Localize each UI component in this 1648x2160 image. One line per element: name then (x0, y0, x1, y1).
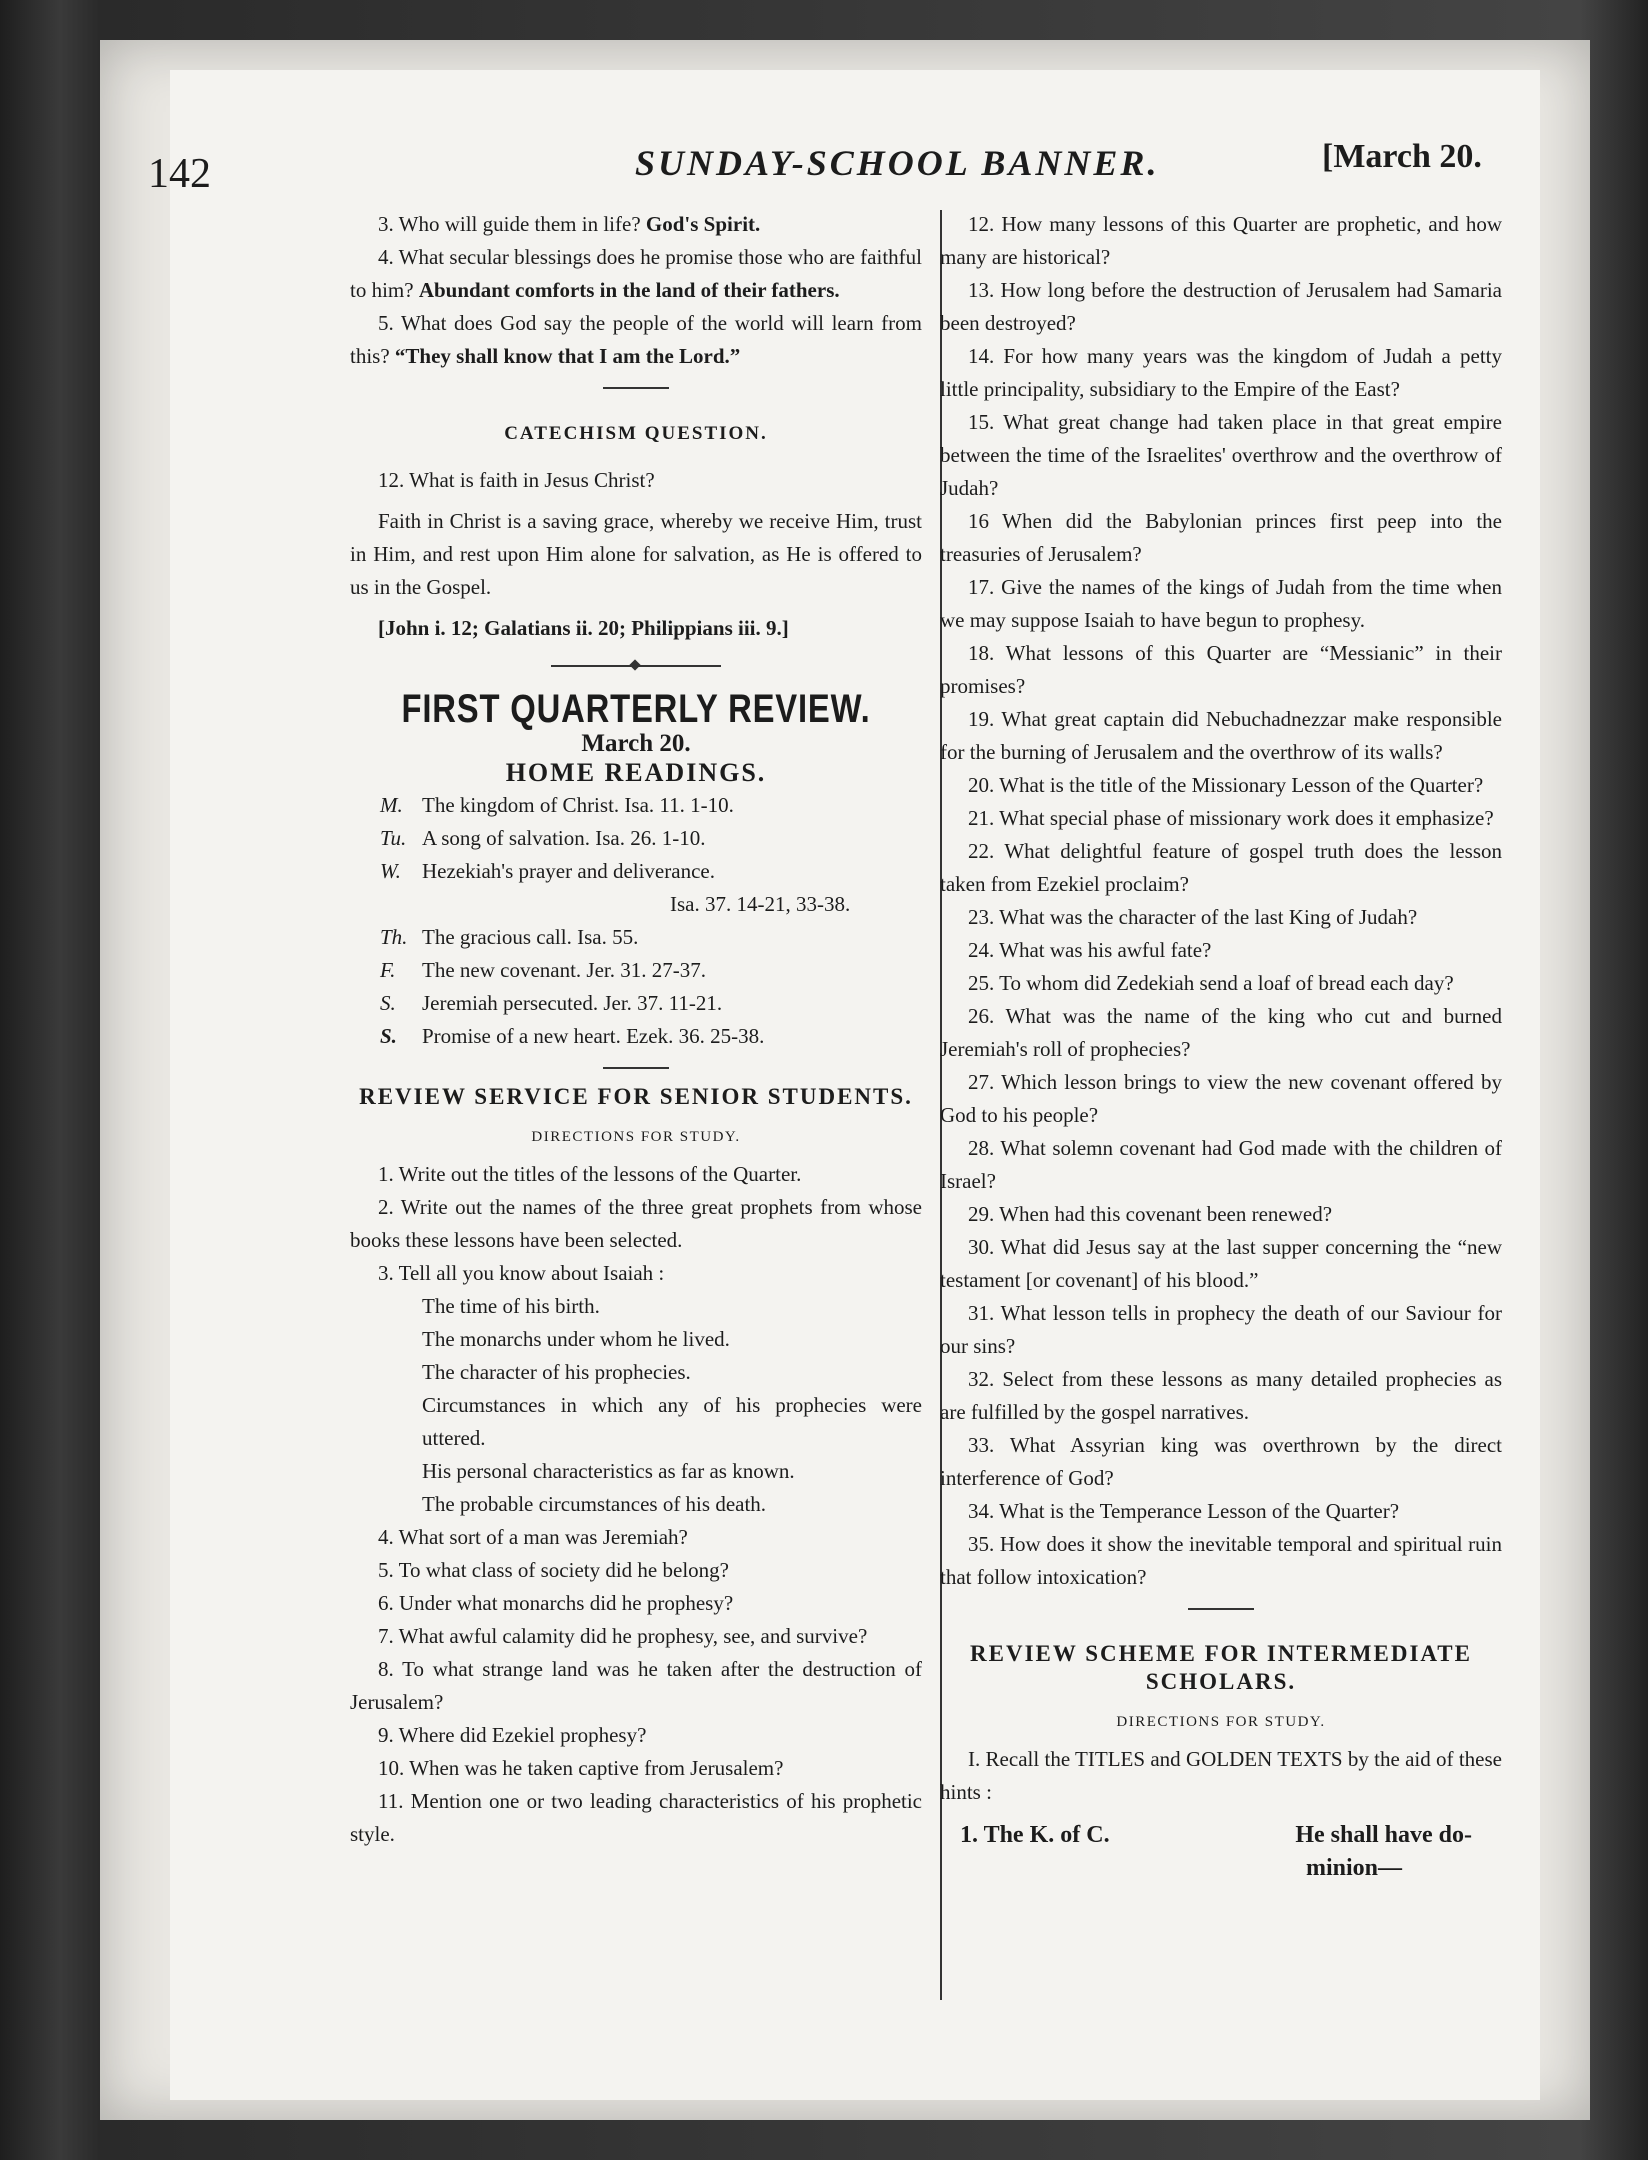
review-date: March 20. (581, 730, 691, 757)
senior-item: 3. Tell all you know about Isaiah : (378, 1261, 665, 1285)
senior-item: 10. When was he taken captive from Jerusalem? (378, 1756, 784, 1780)
senior-item: 27. Which lesson brings to view the new covenant offered by God to his people? (940, 1070, 1502, 1127)
senior-item: 24. What was his awful fate? (968, 938, 1212, 962)
reading-text: Jeremiah persecuted. Jer. 37. 11-21. (422, 991, 723, 1015)
senior-item: 18. What lessons of this Quarter are “Messianic” in their promises? (940, 641, 1502, 698)
senior-item: 1. Write out the titles of the lessons of the Quarter. (378, 1162, 802, 1186)
reading-text: Hezekiah's prayer and deliverance. (422, 859, 715, 883)
reading-day: Tu. (380, 826, 407, 850)
diamond-ornament-icon (629, 659, 640, 670)
question-text: 5. What does God say the people of the world will learn from this? (350, 311, 922, 368)
senior-item: 9. Where did Ezekiel prophesy? (378, 1723, 647, 1747)
senior-item: 25. To whom did Zedekiah send a loaf of bread each day? (968, 971, 1454, 995)
question-text: 4. What secular blessings does he promise those who are faithful to him? (350, 245, 922, 302)
senior-item: 33. What Assyrian king was overthrown by the direct interference of God? (940, 1433, 1502, 1490)
question-item (350, 241, 922, 307)
reading-text: A song of salvation. Isa. 26. 1-10. (422, 826, 706, 850)
reading-text: The kingdom of Christ. Isa. 11. 1-10. (422, 793, 734, 817)
senior-item: 19. What great captain did Nebuchadnezzar make responsible for the burning of Jerusalem and the overthrow of its walls? (940, 707, 1502, 764)
hint-text: He shall have do- (1295, 1822, 1472, 1848)
senior-item: 22. What delightful feature of gospel truth does the lesson taken from Ezekiel proclaim? (940, 839, 1502, 896)
divider (603, 1067, 669, 1069)
reading-item (350, 855, 922, 888)
running-date: [March 20. (1322, 138, 1482, 175)
subitem: The monarchs under whom he lived. (422, 1327, 730, 1351)
catechism-question: 12. What is faith in Jesus Christ? (378, 468, 655, 492)
reading-item (350, 822, 922, 855)
senior-item: 17. Give the names of the kings of Judah from the time when we may suppose Isaiah to have begun to prophesy. (940, 575, 1502, 632)
reading-day: S. (380, 991, 396, 1015)
senior-item: 29. When had this covenant been renewed? (968, 1202, 1333, 1226)
reading-text: Promise of a new heart. Ezek. 36. 25-38. (422, 1024, 765, 1048)
reading-item (350, 921, 922, 954)
senior-item: 11. Mention one or two leading characteristics of his prophetic style. (350, 1789, 922, 1846)
reading-item (350, 789, 922, 822)
reading-item (350, 888, 922, 921)
catechism-answer: Faith in Christ is a saving grace, whereby we receive Him, trust in Him, and rest upon Him alone for salvation, as He is offered to us in the Gospel. (350, 509, 922, 599)
reading-day: S. (380, 1024, 397, 1048)
subitem: The time of his birth. (422, 1294, 600, 1318)
senior-item: 5. To what class of society did he belong? (378, 1558, 729, 1582)
reading-text: Isa. 37. 14-21, 33-38. (670, 892, 851, 916)
left-column (350, 208, 922, 1851)
divider (1188, 1608, 1254, 1610)
reading-item (350, 954, 922, 987)
senior-item: 32. Select from these lessons as many detailed prophecies as are fulfilled by the gospel narratives. (940, 1367, 1502, 1424)
reading-day: M. (380, 793, 403, 817)
intermediate-heading: REVIEW SCHEME FOR INTERMEDIATE SCHOLARS. (970, 1641, 1472, 1694)
subitem: Circumstances in which any of his prophecies were uttered. (422, 1393, 922, 1450)
senior-item: 28. What solemn covenant had God made with the children of Israel? (940, 1136, 1502, 1193)
senior-item: 31. What lesson tells in prophecy the death of our Saviour for our sins? (940, 1301, 1502, 1358)
directions-heading: DIRECTIONS FOR STUDY. (1116, 1714, 1326, 1730)
isaiah-subitems (350, 1290, 922, 1521)
page-number: 142 (148, 151, 211, 197)
reading-text: The gracious call. Isa. 55. (422, 925, 639, 949)
hint-row (940, 1819, 1502, 1852)
senior-item: 21. What special phase of missionary work does it emphasize? (968, 806, 1494, 830)
home-readings-heading: HOME READINGS. (505, 758, 767, 787)
answer-text: “They shall know that I am the Lord.” (394, 344, 741, 368)
senior-item: 16 When did the Babylonian princes first peep into the treasuries of Jerusalem? (940, 509, 1502, 566)
reading-day: F. (380, 958, 396, 982)
senior-item: 2. Write out the names of the three great prophets from whose books these lessons have been selected. (350, 1195, 922, 1252)
directions-heading: DIRECTIONS FOR STUDY. (531, 1129, 741, 1145)
senior-item: 4. What sort of a man was Jeremiah? (378, 1525, 688, 1549)
ornamental-divider (551, 665, 721, 667)
senior-item: 12. How many lessons of this Quarter are prophetic, and how many are historical? (940, 212, 1502, 269)
senior-item: 7. What awful calamity did he prophesy, see, and survive? (378, 1624, 868, 1648)
senior-item: 30. What did Jesus say at the last supper concerning the “new testament [or covenant] of his blood.” (940, 1235, 1502, 1292)
question-item (350, 307, 922, 373)
answer-text: God's Spirit. (645, 212, 761, 236)
catechism-references: [John i. 12; Galatians ii. 20; Philippians iii. 9.] (378, 616, 789, 640)
senior-heading: REVIEW SERVICE FOR SENIOR STUDENTS. (359, 1084, 913, 1109)
question-item (350, 208, 922, 241)
senior-item: 34. What is the Temperance Lesson of the Quarter? (968, 1499, 1400, 1523)
answer-text: Abundant comforts in the land of their fathers. (418, 278, 840, 302)
intermediate-intro: I. Recall the TITLES and GOLDEN TEXTS by the aid of these hints : (940, 1747, 1502, 1804)
review-title: FIRST QUARTERLY REVIEW. (401, 687, 871, 731)
senior-item: 13. How long before the destruction of Jerusalem had Samaria been destroyed? (940, 278, 1502, 335)
running-title: SUNDAY-SCHOOL BANNER. (635, 143, 1160, 183)
subitem: His personal characteristics as far as known. (422, 1459, 795, 1483)
senior-item: 23. What was the character of the last King of Judah? (968, 905, 1418, 929)
senior-item: 8. To what strange land was he taken after the destruction of Jerusalem? (350, 1657, 922, 1714)
senior-item: 6. Under what monarchs did he prophesy? (378, 1591, 734, 1615)
reading-item (350, 987, 922, 1020)
hint-continuation: minion— (1305, 1855, 1402, 1881)
reading-day: Th. (380, 925, 408, 949)
senior-item: 14. For how many years was the kingdom of Judah a petty little principality, subsidiary to the Empire of the East? (940, 344, 1502, 401)
right-column (940, 208, 1502, 1885)
senior-item: 20. What is the title of the Missionary Lesson of the Quarter? (968, 773, 1484, 797)
divider (603, 387, 669, 389)
subitem: The character of his prophecies. (422, 1360, 691, 1384)
reading-item (350, 1020, 922, 1053)
question-text: 3. Who will guide them in life? (378, 212, 641, 236)
questions-top (350, 208, 922, 373)
subitem: The probable circumstances of his death. (422, 1492, 767, 1516)
hint-label: 1. The K. of C. (960, 1822, 1110, 1848)
senior-item: 15. What great change had taken place in that great empire between the time of the Israelites' overthrow and the overthrow of Judah? (940, 410, 1502, 500)
catechism-heading: CATECHISM QUESTION. (504, 423, 768, 444)
reading-day: W. (380, 859, 401, 883)
senior-item: 35. How does it show the inevitable temporal and spiritual ruin that follow intoxication? (940, 1532, 1502, 1589)
senior-item: 26. What was the name of the king who cut and burned Jeremiah's roll of prophecies? (940, 1004, 1502, 1061)
home-readings-list (350, 789, 922, 1053)
reading-text: The new covenant. Jer. 31. 27-37. (422, 958, 707, 982)
